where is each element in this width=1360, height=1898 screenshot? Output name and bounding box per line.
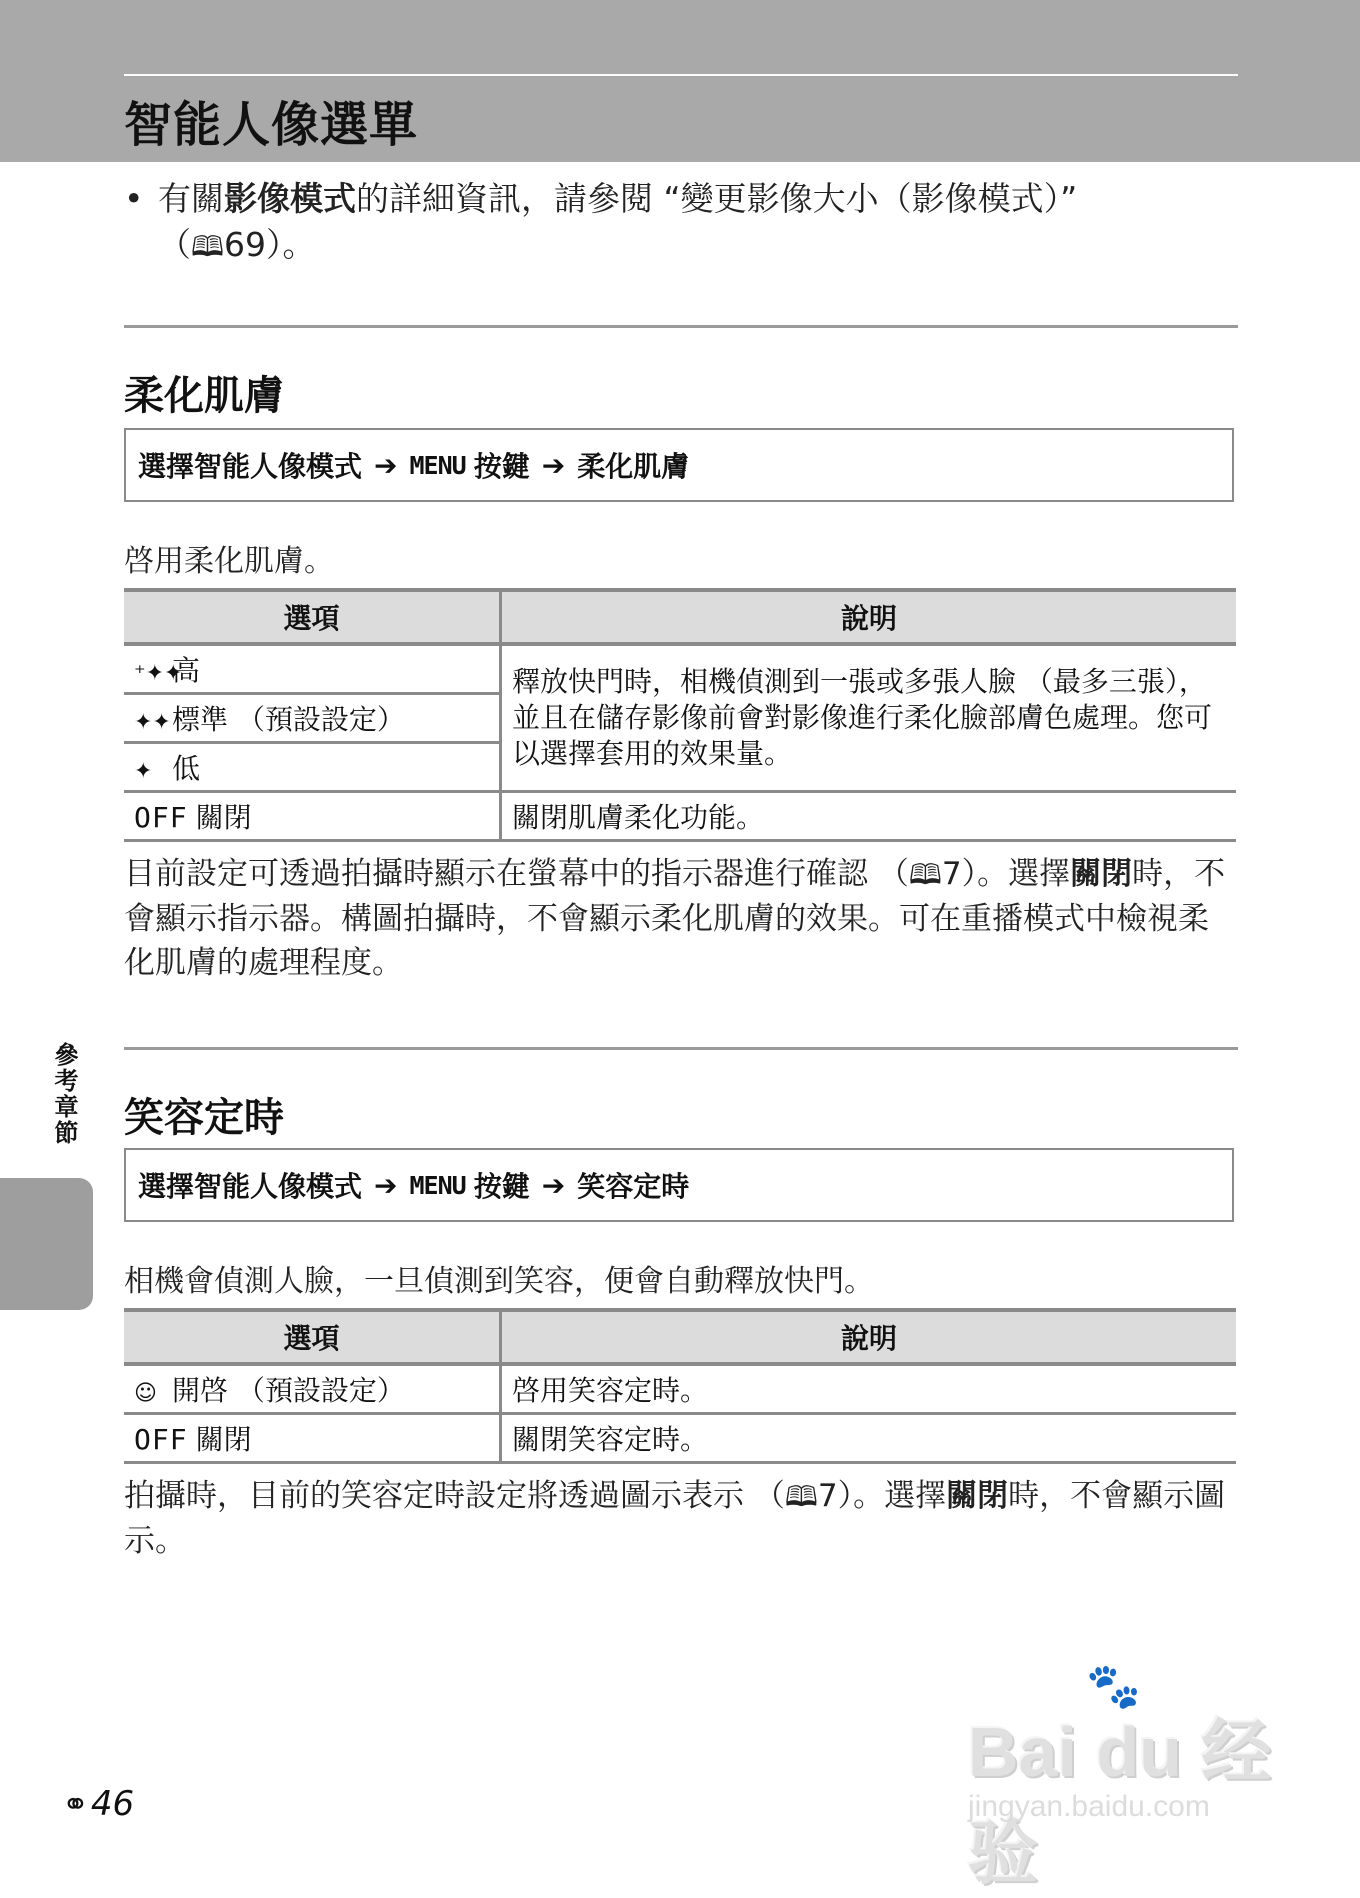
arrow-right-icon: ➔: [541, 448, 566, 482]
intro-text-b: 的詳細資訊，請參閱 “變更影像大小（影像模式）”: [356, 179, 1078, 218]
table-row: [124, 792, 1236, 841]
header-option: 選項: [124, 590, 501, 644]
menu-key-label: MENU: [409, 1170, 466, 1200]
section-description: 啓用柔化肌膚。: [124, 544, 334, 579]
table-header-row: [124, 590, 1236, 644]
page-number-value: 46: [90, 1784, 135, 1824]
section-divider: [124, 1047, 1238, 1050]
intro-text-a: 有關: [158, 179, 224, 218]
path-step-1: 選擇智能人像模式: [138, 450, 363, 483]
section-note: [124, 1474, 1236, 1563]
note-bold: 關閉: [1070, 856, 1133, 892]
option-label: 開啓 （預設設定）: [172, 1374, 405, 1407]
header-rule: [124, 74, 1238, 76]
option-label: 關閉: [195, 1423, 252, 1456]
option-cell: [124, 1364, 501, 1414]
section-title-smile-timer: 笑容定時: [124, 1095, 284, 1141]
section-divider: [124, 325, 1238, 328]
description-cell: 啓用笑容定時。: [501, 1364, 1237, 1414]
note-text-b: ）。選擇: [837, 1478, 947, 1514]
menu-path-box: [124, 428, 1234, 502]
header-description: 說明: [501, 1310, 1237, 1364]
note-bold: 關閉: [946, 1478, 1009, 1514]
watermark-url: jingyan.baidu.com: [968, 1790, 1210, 1823]
path-step-1: 選擇智能人像模式: [138, 1170, 363, 1203]
intro-page-ref[interactable]: 69: [224, 225, 267, 264]
header-band: [0, 0, 1360, 162]
sparkle-normal-icon: ✦✦: [134, 710, 171, 735]
option-cell: [124, 1414, 501, 1463]
book-reference-icon: 🕮: [191, 230, 225, 263]
path-step-3: 笑容定時: [577, 1170, 690, 1203]
intro-paren-close: ）。: [266, 225, 316, 264]
description-cell: 釋放快門時，相機偵測到一張或多張人臉 （最多三張），並且在儲存影像前會對影像進行柔化臉部膚色處理。您可以選擇套用的效果量。: [501, 644, 1237, 792]
option-label: 關閉: [195, 801, 252, 834]
path-step-2: 按鍵: [473, 450, 530, 483]
path-step-3: 柔化肌膚: [577, 450, 690, 483]
intro-line-1: [124, 176, 1238, 222]
paw-icon: 🐾: [1086, 1662, 1141, 1711]
option-cell: [124, 644, 501, 694]
page-number: [62, 1784, 134, 1824]
option-label: 標準 （預設設定）: [172, 703, 405, 736]
option-label: 高: [172, 654, 201, 687]
note-page-ref[interactable]: 7: [941, 856, 962, 892]
arrow-right-icon: ➔: [374, 1168, 398, 1202]
watermark-main: Bai du 经验: [968, 1713, 1272, 1892]
smile-timer-icon: ☺: [134, 1381, 157, 1406]
off-icon: OFF: [134, 801, 188, 834]
section-title-soften-skin: 柔化肌膚: [124, 373, 284, 419]
sparkle-low-icon: ✦: [134, 759, 153, 784]
intro-bold: 影像模式: [224, 179, 356, 218]
option-cell: [124, 743, 501, 792]
reference-section-icon: ⚭: [62, 1785, 89, 1823]
off-icon: OFF: [134, 1423, 188, 1456]
note-text-a: 目前設定可透過拍攝時顯示在螢幕中的指示器進行確認 （: [124, 856, 909, 892]
menu-key-label: MENU: [409, 450, 466, 480]
intro-paragraph: [124, 176, 1238, 270]
watermark: [968, 1660, 1298, 1892]
table-header-row: [124, 1310, 1236, 1364]
option-label: 低: [172, 752, 201, 785]
intro-line-2: [124, 222, 1238, 270]
header-description: 說明: [501, 590, 1237, 644]
menu-path-box: [124, 1148, 1234, 1222]
book-reference-icon: 🕮: [784, 1480, 818, 1513]
chapter-side-tab[interactable]: [0, 1178, 93, 1310]
page-title: 智能人像選單: [124, 97, 419, 153]
table-row: [124, 1414, 1236, 1463]
table-row: [124, 1364, 1236, 1414]
bullet: •: [124, 179, 144, 218]
options-table-smile-timer: [124, 1308, 1236, 1464]
description-cell: 關閉肌膚柔化功能。: [501, 792, 1237, 841]
description-cell: 關閉笑容定時。: [501, 1414, 1237, 1463]
option-cell: [124, 694, 501, 743]
note-text-c: 時，不會顯示圖示。: [124, 1478, 1226, 1559]
intro-paren-open: （: [158, 225, 191, 264]
option-cell: [124, 792, 501, 841]
section-description: 相機會偵測人臉，一旦偵測到笑容，便會自動釋放快門。: [124, 1264, 874, 1299]
header-option: 選項: [124, 1310, 501, 1364]
table-row: [124, 644, 1236, 694]
book-reference-icon: 🕮: [908, 858, 942, 891]
path-step-2: 按鍵: [473, 1170, 530, 1203]
note-page-ref[interactable]: 7: [817, 1478, 838, 1514]
sparkle-high-icon: ⁺✦✦: [134, 661, 183, 686]
section-note: [124, 852, 1236, 985]
chapter-side-label: 參考章節: [50, 1042, 78, 1146]
note-text-c: 時，不會顯示指示器。構圖拍攝時，不會顯示柔化肌膚的效果。可在重播模式中檢視柔化肌膚的處理程度。: [124, 856, 1226, 981]
options-table-soften-skin: [124, 588, 1236, 842]
arrow-right-icon: ➔: [541, 1168, 566, 1202]
arrow-right-icon: ➔: [374, 448, 398, 482]
note-text-b: ）。選擇: [961, 856, 1071, 892]
note-text-a: 拍攝時，目前的笑容定時設定將透過圖示表示 （: [124, 1478, 785, 1514]
